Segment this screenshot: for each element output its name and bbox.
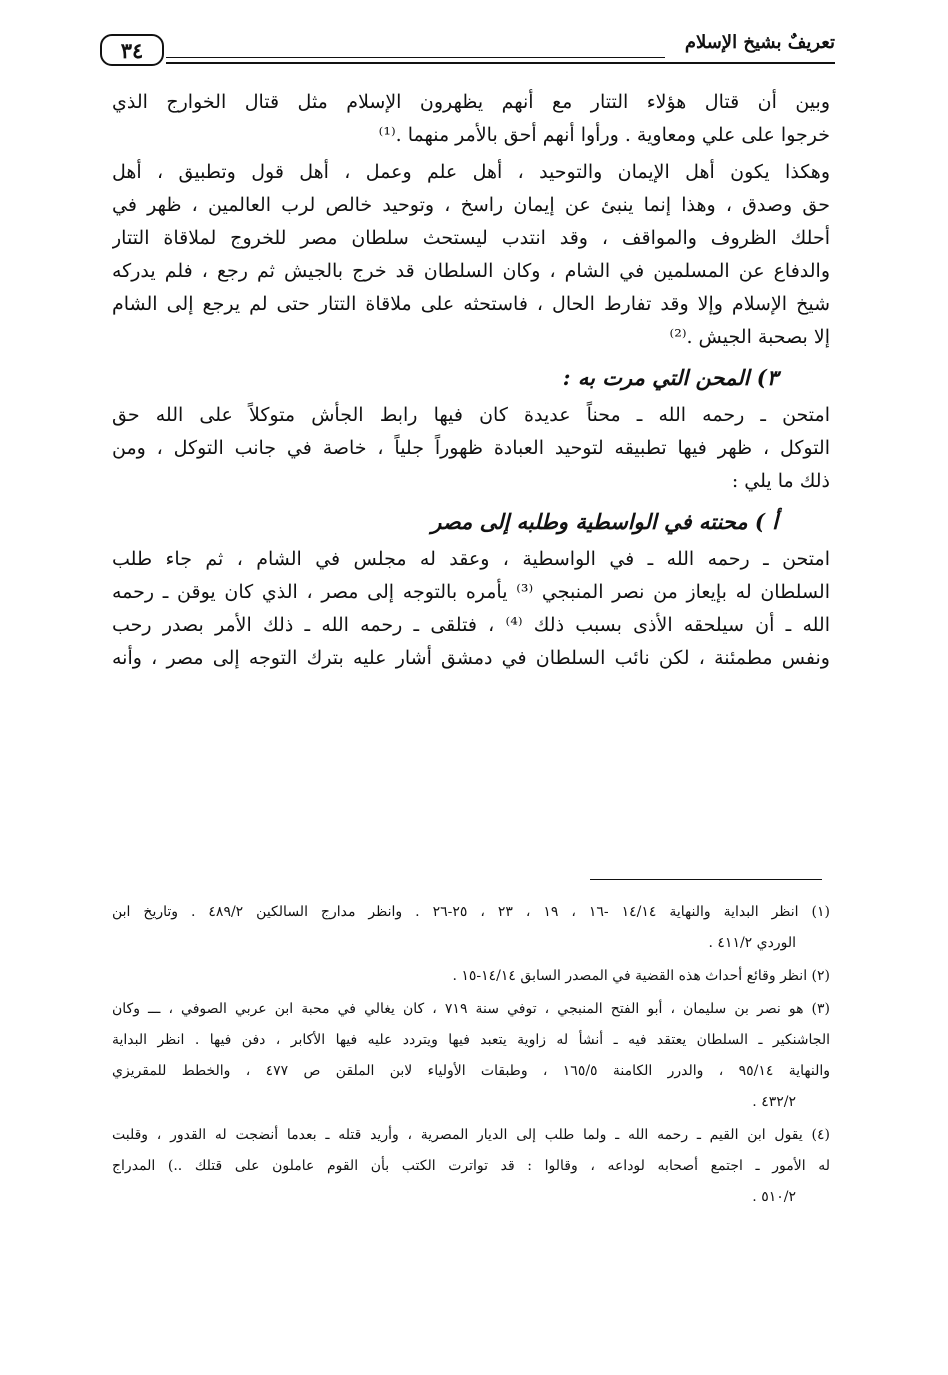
text-line: خرجوا على علي ومعاوية . ورأوا أنهم أحق بالأمر منهما .⁽¹⁾ <box>378 124 830 146</box>
footnote-2 <box>112 961 830 992</box>
text-line: امتحن ـ رحمه الله ـ في الواسطية ، وعقد له مجلس في الشام ، ثم جاء طلب <box>112 548 830 570</box>
subsection-heading: أ ) محنته في الواسطية وطلبه إلى مصر <box>431 509 778 534</box>
footnote-line: الوردي ٤١١/٢ . <box>708 935 796 951</box>
footnote-line: له الأمور ـ اجتمع أصحابه لوداعه ، وقالوا : قد تواترت الكتب بأن القوم عاملون على قتلك ..) المدراج <box>112 1158 830 1174</box>
page-number: ٣٤ <box>120 37 144 63</box>
main-text <box>112 86 830 675</box>
footnote-1 <box>112 897 830 959</box>
text-line: الله ـ أن سيلحقه الأذى بسبب ذلك ⁽⁴⁾ ، فتلقى ـ رحمه الله ـ ذلك الأمر بصدر رحب <box>112 614 830 636</box>
footnote-line: (٣) هو نصر بن سليمان ، أبو الفتح المنبجي ، توفي سنة ٧١٩ ، كان يغالي في محبة ابن عربي الصوفي ، ـــ وكان <box>112 1001 830 1017</box>
text-line: أحلك الظروف والمواقف ، وقد انتدب ليستحث سلطان مصر للخروج لملاقاة التتار <box>112 227 830 249</box>
text-line: إلا بصحبة الجيش .⁽²⁾ <box>669 326 830 348</box>
text-line: وهكذا يكون أهل الإيمان والتوحيد ، أهل علم وعمل ، أهل قول وتطبيق ، أهل <box>112 161 830 183</box>
text-line: التوكل ، ظهر فيها تطبيقه لتوحيد العبادة ظهوراً جلياً ، خاصة في جانب التوكل ، ومن <box>112 437 830 459</box>
footnote-separator <box>590 879 822 880</box>
running-title: تعريفٌ بشيخ الإسلام <box>679 32 835 53</box>
footnote-line: ٥١٠/٢ . <box>752 1189 796 1205</box>
paragraph <box>112 399 830 498</box>
footnote-3 <box>112 994 830 1118</box>
footnote-line: الجاشنكير ـ السلطان يعتقد فيه ـ أنشأ له زاوية يتعبد فيها ويتردد عليه فيها الأكابر ، دفن فيها . انظر البداية <box>112 1032 830 1048</box>
header-rule-thin <box>166 57 665 58</box>
text-line: ذلك ما يلي : <box>731 470 830 492</box>
text-line: امتحن ـ رحمه الله ـ محناً عديدة كان فيها رابط الجأش متوكلاً على الله حق <box>112 404 830 426</box>
page-header <box>100 30 835 78</box>
paragraph <box>112 543 830 675</box>
footnote-line: والنهاية ٩٥/١٤ ، والدرر الكامنة ١٦٥/٥ ، وطبقات الأولياء لابن الملقن ص ٤٧٧ ، والخطط للمقريزي <box>112 1063 830 1079</box>
text-line: السلطان له بإيعاز من نصر المنبجي ⁽³⁾ يأمره بالتوجه إلى مصر ، الذي كان يوقن ـ رحمه <box>112 581 830 603</box>
footnote-line: (٢) انظر وقائع أحداث هذه القضية في المصدر السابق ١٤/١٤-١٥ . <box>452 968 830 984</box>
paragraph <box>112 86 830 152</box>
paragraph <box>112 156 830 354</box>
text-line: والدفاع عن المسلمين في الشام ، وكان السلطان قد خرج بالجيش ثم رجع ، فلم يدركه <box>112 260 830 282</box>
footnote-line: (٤) يقول ابن القيم ـ رحمه الله ـ ولما طلب إلى الديار المصرية ، وأريد قتله ـ بعدما أنضجت له القدور ، وقلبت <box>112 1127 830 1143</box>
footnote-line: (١) انظر البداية والنهاية ١٤/١٤ -١٦ ، ١٩ ، ٢٣ ، ٢٥-٢٦ . وانظر مدارج السالكين ٤٨٩/٢ . وتاريخ ابن <box>112 904 830 920</box>
text-line: حق وصدق ، وهذا إنما ينبئ عن إيمان راسخ ، وتوحيد خالص لرب العالمين ، ظهر في <box>112 194 830 216</box>
section-heading: ٣) المحن التي مرت به : <box>562 365 778 390</box>
header-rule-thick <box>166 62 835 64</box>
page-number-box <box>100 34 164 66</box>
footnotes <box>112 897 830 1215</box>
footnote-4 <box>112 1120 830 1213</box>
text-line: شيخ الإسلام وإلا وقد تفارط الحال ، فاستحثه على ملاقاة التتار حتى لم يرجع إلى الشام <box>112 293 830 315</box>
text-line: وبين أن قتال هؤلاء التتار مع أنهم يظهرون الإسلام مثل قتال الخوارج الذي <box>112 91 830 113</box>
footnote-line: ٤٣٢/٢ . <box>752 1094 796 1110</box>
text-line: ونفس مطمئنة ، لكن نائب السلطان في دمشق أشار عليه بترك التوجه إلى مصر ، وأنه <box>112 647 830 669</box>
